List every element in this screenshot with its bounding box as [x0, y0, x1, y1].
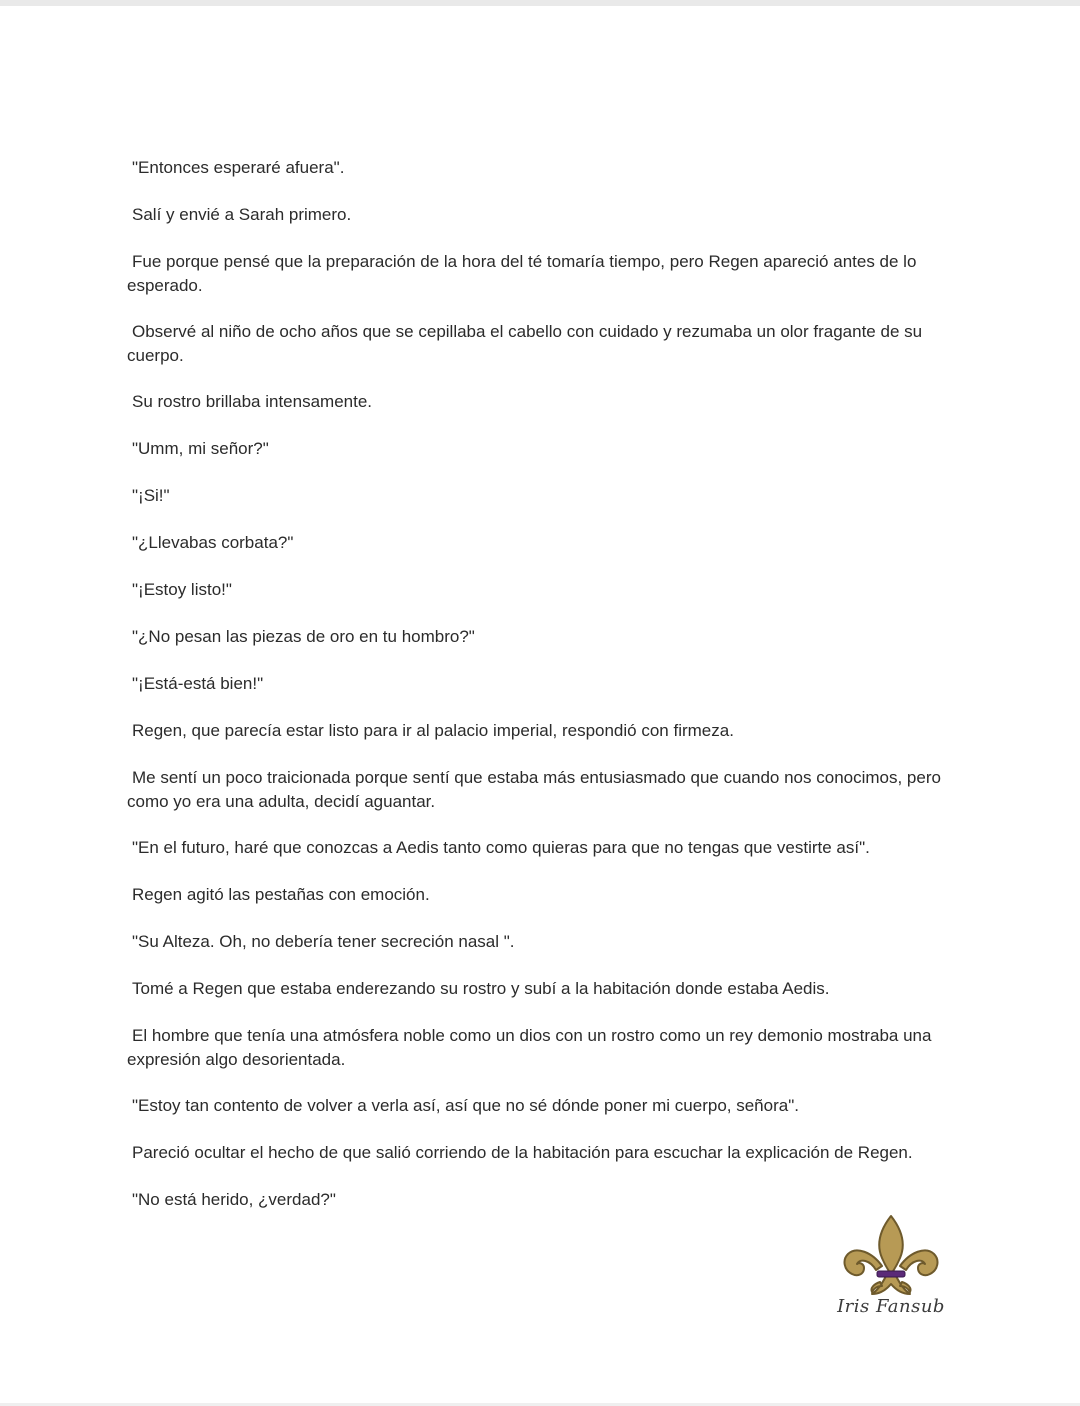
paragraph: Fue porque pensé que la preparación de la hora del té tomaría tiempo, pero Regen apareció antes de lo esperado.: [127, 252, 917, 295]
paragraph: Su rostro brillaba intensamente.: [132, 392, 373, 411]
paragraph: Pareció ocultar el hecho de que salió corriendo de la habitación para escuchar la explicación de Regen.: [132, 1143, 913, 1162]
paragraph: Observé al niño de ocho años que se cepillaba el cabello con cuidado y rezumaba un olor fragante de su cuerpo.: [127, 322, 923, 365]
paragraph: "¡Está-está bien!": [132, 674, 264, 693]
paragraph: "No está herido, ¿verdad?": [132, 1190, 336, 1209]
top-bar: [0, 0, 1080, 6]
paragraph: Tomé a Regen que estaba enderezando su rostro y subí a la habitación donde estaba Aedis.: [132, 979, 830, 998]
paragraph: "¡Estoy listo!": [132, 580, 232, 599]
paragraph: "¿Llevabas corbata?": [132, 533, 294, 552]
paragraph: Regen, que parecía estar listo para ir al palacio imperial, respondió con firmeza.: [132, 721, 734, 740]
paragraph: "Entonces esperaré afuera".: [132, 158, 345, 177]
paragraph: "Umm, mi señor?": [132, 439, 269, 458]
paragraph: Salí y envié a Sarah primero.: [132, 205, 352, 224]
paragraph: "¿No pesan las piezas de oro en tu hombro?": [132, 627, 475, 646]
paragraph: "Su Alteza. Oh, no debería tener secreción nasal ".: [132, 932, 515, 951]
paragraph: "¡Si!": [132, 486, 170, 505]
paragraph: "Estoy tan contento de volver a verla así, así que no sé dónde poner mi cuerpo, señora".: [132, 1096, 799, 1115]
paragraph: "En el futuro, haré que conozcas a Aedis tanto como quieras para que no tengas que vestirte así".: [132, 838, 870, 857]
paragraph: Regen agitó las pestañas con emoción.: [132, 885, 430, 904]
paragraph: Me sentí un poco traicionada porque sentí que estaba más entusiasmado que cuando nos conocimos, pero como yo era una adulta, decidí aguantar.: [127, 768, 941, 811]
paragraph: El hombre que tenía una atmósfera noble como un dios con un rostro como un rey demonio mostraba una expresión algo desorientada.: [127, 1026, 932, 1069]
watermark-text: Iris Fansub: [837, 1296, 945, 1317]
document-page: [127, 156, 957, 1235]
